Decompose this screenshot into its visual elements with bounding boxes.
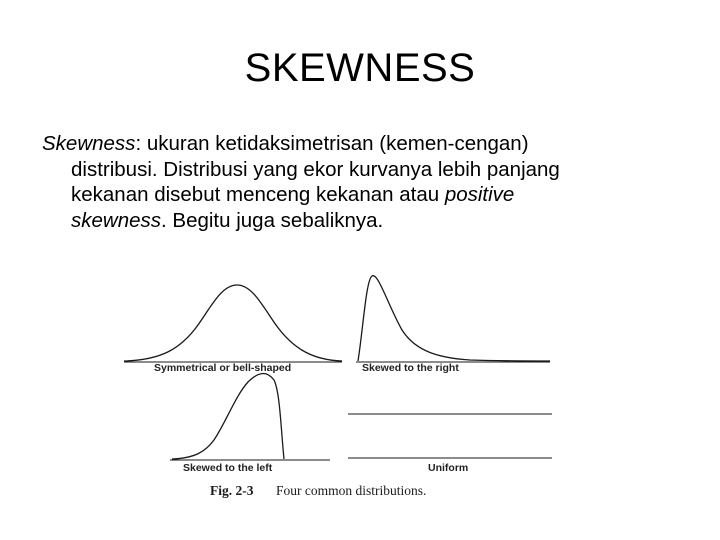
right-label: Skewed to the right (362, 362, 459, 374)
figure-caption-text: Four common distributions. (276, 483, 427, 498)
panel-symmetrical (124, 285, 342, 374)
term-skewness-2: skewness (71, 208, 162, 232)
definition-line-4 (42, 208, 682, 234)
panel-uniform (348, 414, 552, 474)
term-skewness: Skewness (42, 132, 136, 155)
definition-line-4-text: . Begitu juga sebaliknya. (161, 208, 384, 232)
left-label: Skewed to the left (183, 462, 273, 474)
left-curve (172, 374, 284, 460)
uniform-label: Uniform (428, 462, 469, 474)
definition-paragraph (42, 131, 682, 233)
symmetrical-label: Symmetrical or bell-shaped (154, 362, 292, 374)
definition-line-1 (42, 131, 682, 157)
panel-skewed-left (170, 374, 330, 475)
definition-line-1-text: : ukuran ketidaksimetrisan (kemen-cengan) (135, 132, 529, 155)
definition-line-3-text: kekanan disebut menceng kekanan atau (71, 183, 445, 206)
slide-title: SKEWNESS (244, 46, 476, 90)
figure-caption-number: Fig. 2-3 (210, 483, 254, 498)
symmetrical-curve (124, 285, 342, 361)
definition-line-2: distribusi. Distribusi yang ekor kurvanya lebih panjang (71, 157, 560, 181)
term-positive: positive (444, 183, 515, 206)
definition-line-3 (42, 182, 682, 208)
panel-skewed-right (356, 276, 550, 374)
right-curve (358, 276, 550, 361)
